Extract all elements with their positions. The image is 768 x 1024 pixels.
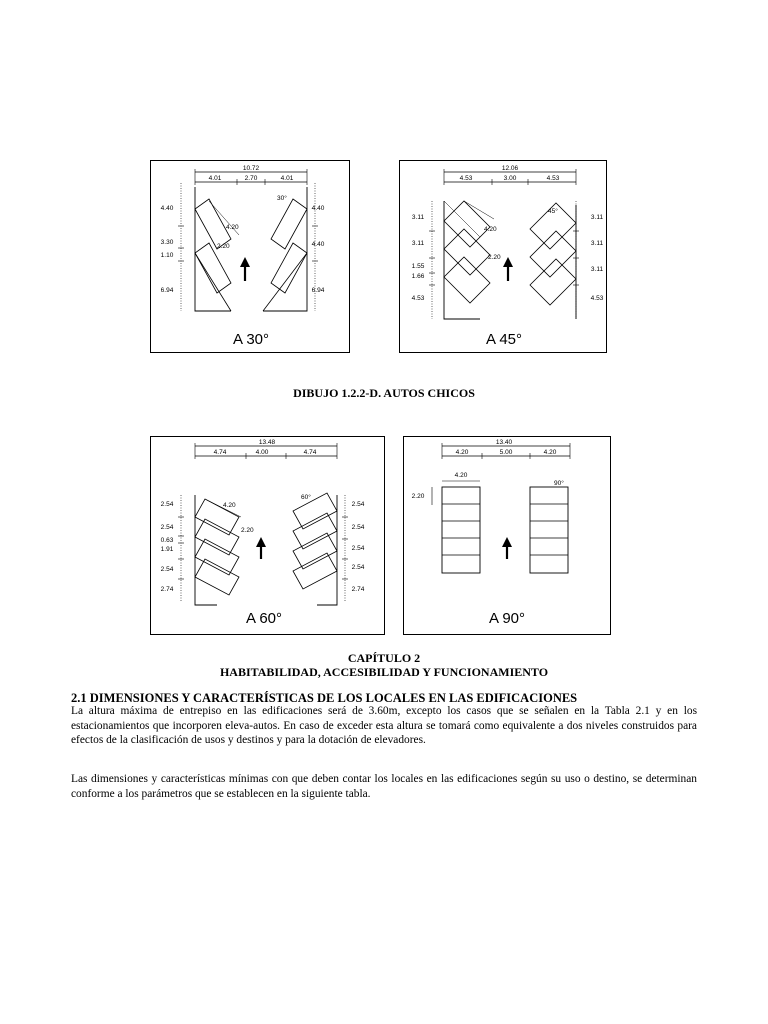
left-dim-2: 3.11 bbox=[411, 240, 425, 247]
angle-label: A 45° bbox=[485, 331, 523, 348]
stall-length: 4.20 bbox=[484, 226, 497, 233]
part-dim-1: 4.01 bbox=[208, 175, 222, 182]
left-dim-6: 2.74 bbox=[160, 586, 174, 593]
overall-dim: 10.72 bbox=[242, 165, 260, 172]
left-dim-2: 2.54 bbox=[160, 524, 174, 531]
parking-drawing-60 bbox=[150, 436, 385, 635]
part-dim-1: 4.74 bbox=[213, 449, 227, 456]
part-dim-3: 4.74 bbox=[303, 449, 317, 456]
left-dim-5: 4.53 bbox=[411, 295, 425, 302]
right-dim-2: 3.11 bbox=[590, 240, 604, 247]
right-dim-4: 4.53 bbox=[590, 295, 604, 302]
stall-width: 2.20 bbox=[488, 254, 501, 261]
direction-arrow-icon bbox=[503, 257, 513, 281]
parking-diagram-30 bbox=[151, 161, 349, 352]
angle-label: A 30° bbox=[232, 331, 270, 348]
left-dim-1: 2.54 bbox=[160, 501, 174, 508]
stall-length: 4.20 bbox=[454, 472, 468, 479]
direction-arrow-icon bbox=[502, 537, 512, 559]
stall-width: 2.20 bbox=[217, 243, 230, 250]
left-dim-5: 2.54 bbox=[160, 566, 174, 573]
left-dim-1: 4.40 bbox=[160, 205, 174, 212]
parking-drawing-45 bbox=[399, 160, 607, 353]
overall-dim: 13.48 bbox=[258, 439, 276, 446]
corner-angle: 60° bbox=[301, 494, 311, 501]
part-dim-2: 5.00 bbox=[499, 449, 513, 456]
part-dim-1: 4.53 bbox=[459, 175, 473, 182]
overall-dim: 13.40 bbox=[495, 439, 513, 446]
right-dim-1: 4.40 bbox=[311, 205, 325, 212]
body-paragraph-1: La altura máxima de entrepiso en las edificaciones será de 3.60m, excepto los casos que se señalen en la Tabla 2.1 y en los estacionamientos que incorporen eleva-autos. En caso de exceder esta altura se tomará como equivalente a dos niveles construidos para efectos de la clasificación de usos y destinos y para la dotación de elevadores. bbox=[71, 705, 697, 746]
left-dim-1: 2.20 bbox=[411, 493, 425, 500]
left-dim-4: 1.91 bbox=[160, 546, 174, 553]
parking-diagram-60 bbox=[151, 437, 384, 634]
parking-diagram-90 bbox=[404, 437, 610, 634]
right-dim-4: 2.54 bbox=[351, 564, 365, 571]
left-dim-3: 1.55 bbox=[411, 263, 425, 270]
corner-angle: 45° bbox=[548, 208, 558, 215]
left-dim-3: 0.63 bbox=[160, 537, 174, 544]
right-dim-1: 2.54 bbox=[351, 501, 365, 508]
parking-diagram-45 bbox=[400, 161, 606, 352]
left-dim-4: 6.94 bbox=[160, 287, 174, 294]
stall-length: 4.20 bbox=[226, 224, 239, 231]
chapter-label: CAPÍTULO 2 bbox=[347, 651, 421, 665]
part-dim-3: 4.01 bbox=[280, 175, 294, 182]
angle-label: A 60° bbox=[245, 610, 283, 627]
left-dim-1: 3.11 bbox=[411, 214, 425, 221]
part-dim-2: 2.70 bbox=[244, 175, 258, 182]
part-dim-3: 4.20 bbox=[543, 449, 557, 456]
left-dim-4: 1.66 bbox=[411, 273, 425, 280]
part-dim-1: 4.20 bbox=[455, 449, 469, 456]
right-dim-2: 4.40 bbox=[311, 241, 325, 248]
left-dim-2: 3.30 bbox=[160, 239, 174, 246]
right-dim-3: 2.54 bbox=[351, 545, 365, 552]
direction-arrow-icon bbox=[240, 257, 250, 281]
drawing-caption: DIBUJO 1.2.2-D. AUTOS CHICOS bbox=[293, 386, 475, 400]
stall-length: 4.20 bbox=[223, 502, 236, 509]
parking-drawing-30 bbox=[150, 160, 350, 353]
parking-drawing-90 bbox=[403, 436, 611, 635]
right-dim-3: 3.11 bbox=[590, 266, 604, 273]
left-dim-3: 1.10 bbox=[160, 252, 174, 259]
stall-width: 2.20 bbox=[241, 527, 254, 534]
overall-dim: 12.06 bbox=[501, 165, 519, 172]
direction-arrow-icon bbox=[256, 537, 266, 559]
angle-label: A 90° bbox=[488, 610, 526, 627]
body-paragraph-2: Las dimensiones y características mínimas con que deben contar los locales en las edificaciones según su uso o destino, se determinan conforme a los parámetros que se establecen en la siguiente tabla. bbox=[71, 773, 697, 800]
corner-angle: 30° bbox=[277, 195, 287, 202]
corner-angle: 90° bbox=[554, 480, 564, 487]
chapter-title: HABITABILIDAD, ACCESIBILIDAD Y FUNCIONAMIENTO bbox=[219, 665, 549, 679]
part-dim-2: 4.00 bbox=[255, 449, 269, 456]
right-dim-3: 6.94 bbox=[311, 287, 325, 294]
part-dim-2: 3.00 bbox=[503, 175, 517, 182]
section-heading: 2.1 DIMENSIONES Y CARACTERÍSTICAS DE LOS LOCALES EN LAS EDIFICACIONES bbox=[71, 691, 578, 705]
right-dim-5: 2.74 bbox=[351, 586, 365, 593]
right-dim-2: 2.54 bbox=[351, 524, 365, 531]
part-dim-3: 4.53 bbox=[546, 175, 560, 182]
right-dim-1: 3.11 bbox=[590, 214, 604, 221]
